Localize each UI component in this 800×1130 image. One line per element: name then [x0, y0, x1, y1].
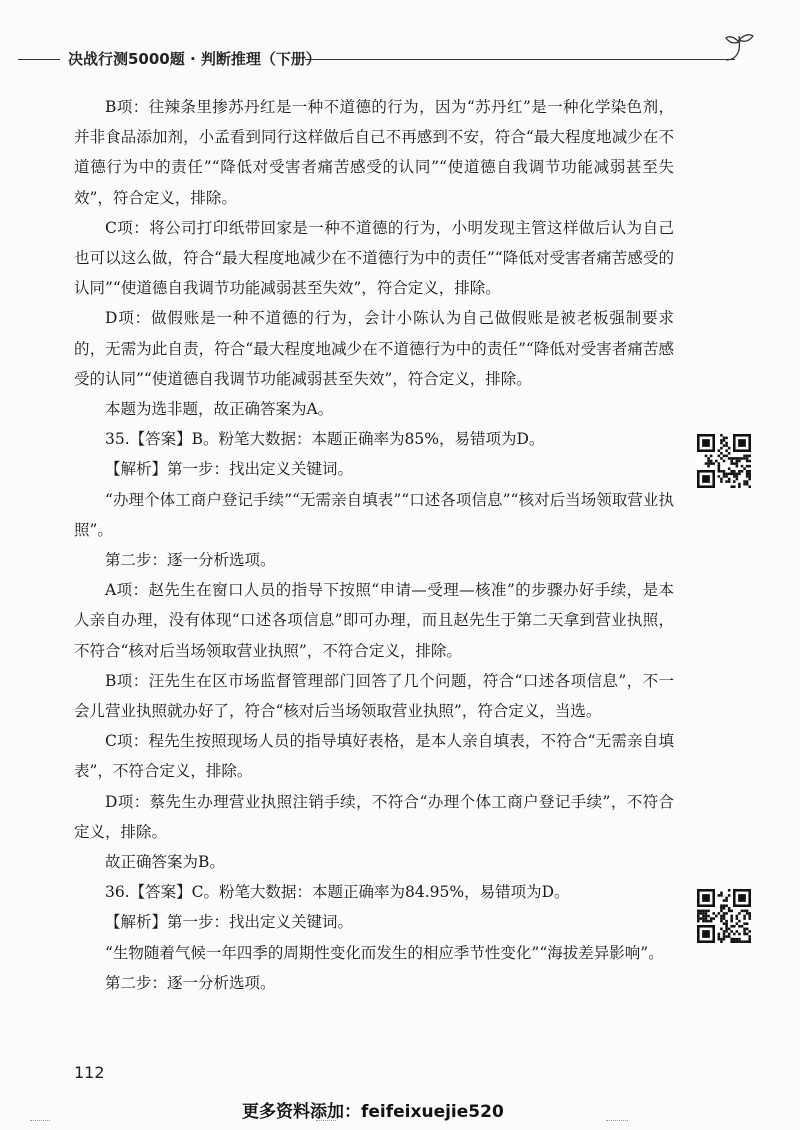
page-number: 112: [74, 1063, 105, 1082]
scan-artifact: [606, 1120, 628, 1125]
book-title: 决战行测5000题 · 判断推理（下册）: [68, 50, 321, 68]
paragraph-option-d: D项：做假账是一种不道德的行为，会计小陈认为自己做假账是被老板强制要求的，无需为此自责，符合“最大程度地减少在不道德行为中的责任”“降低对受害者痛苦感受的认同”“使道德自我调节功能减弱甚至失效”，符合定义，排除。: [74, 309, 674, 388]
sprout-icon: [722, 30, 756, 64]
footer-watermark-note: 更多资料添加：feifeixuejie520: [242, 1102, 504, 1122]
paragraph-q35-option-a: A项：赵先生在窗口人员的指导下按照“申请—受理—核准”的步骤办好手续，是本人亲自办理，没有体现“口述各项信息”即可办理，而且赵先生于第二天拿到营业执照，不符合“核对后当场领取营业执照”，不符合定义，排除。: [74, 581, 674, 660]
paragraph-conclusion: 本题为选非题，故正确答案为A。: [105, 400, 334, 419]
paragraph-option-c: C项：将公司打印纸带回家是一种不道德的行为，小明发现主管这样做后认为自己也可以这么做，符合“最大程度地减少在不道德行为中的责任”“降低对受害者痛苦感受的认同”“使道德自我调节功能减弱甚至失效”，符合定义，排除。: [74, 218, 674, 298]
paragraph-q36-keywords: “生物随着气候一年四季的周期性变化而发生的相应季节性变化”“海拔差异影响”。: [105, 943, 664, 962]
paragraph-q35-option-d: D项：蔡先生办理营业执照注销手续，不符合“办理个体工商户登记手续”，不符合定义，排除。: [74, 792, 674, 841]
paragraph-q35-analysis: 【解析】第一步：找出定义关键词。: [105, 460, 354, 479]
header-rule-left: [18, 59, 60, 60]
scan-artifact: [30, 1120, 50, 1125]
paragraph-q35-conclusion: 故正确答案为B。: [105, 853, 225, 872]
paragraph-q36-answer: 36.【答案】C。粉笔大数据：本题正确率为84.95%，易错项为D。: [105, 883, 570, 902]
paragraph-q35-answer: 35.【答案】B。粉笔大数据：本题正确率为85%，易错项为D。: [105, 430, 545, 449]
qr-code-icon: [697, 889, 751, 943]
paragraph-q35-keywords: “办理个体工商户登记手续”“无需亲自填表”“口述各项信息”“核对后当场领取营业执照”。: [74, 490, 674, 539]
qr-code-icon: [697, 434, 751, 488]
paragraph-q35-step2: 第二步：逐一分析选项。: [105, 551, 276, 570]
qr-code-q36[interactable]: [697, 889, 751, 943]
paragraph-q35-option-c: C项：程先生按照现场人员的指导填好表格，是本人亲自填表，不符合“无需亲自填表”，不符合定义，排除。: [74, 732, 674, 781]
scan-artifact: [316, 1120, 336, 1125]
paragraph-q35-option-b: B项：汪先生在区市场监督管理部门回答了几个问题，符合“口述各项信息”，不一会儿营业执照就办好了，符合“核对后当场领取营业执照”，符合定义，当选。: [74, 671, 674, 721]
paragraph-q36-analysis: 【解析】第一步：找出定义关键词。: [105, 913, 354, 932]
paragraph-q36-step2: 第二步：逐一分析选项。: [105, 973, 276, 992]
paragraph-option-b: B项：往辣条里掺苏丹红是一种不道德的行为，因为“苏丹红”是一种化学染色剂，并非食品添加剂，小孟看到同行这样做后自己不再感到不安，符合“最大程度地减少在不道德行为中的责任”“降低对受害者痛苦感受的认同”“使道德自我调节功能减弱甚至失效”，符合定义，排除。: [74, 98, 674, 207]
page-body: [74, 92, 674, 998]
running-header: [0, 46, 800, 72]
qr-code-q35[interactable]: [697, 434, 751, 488]
header-rule-right: [305, 59, 735, 60]
